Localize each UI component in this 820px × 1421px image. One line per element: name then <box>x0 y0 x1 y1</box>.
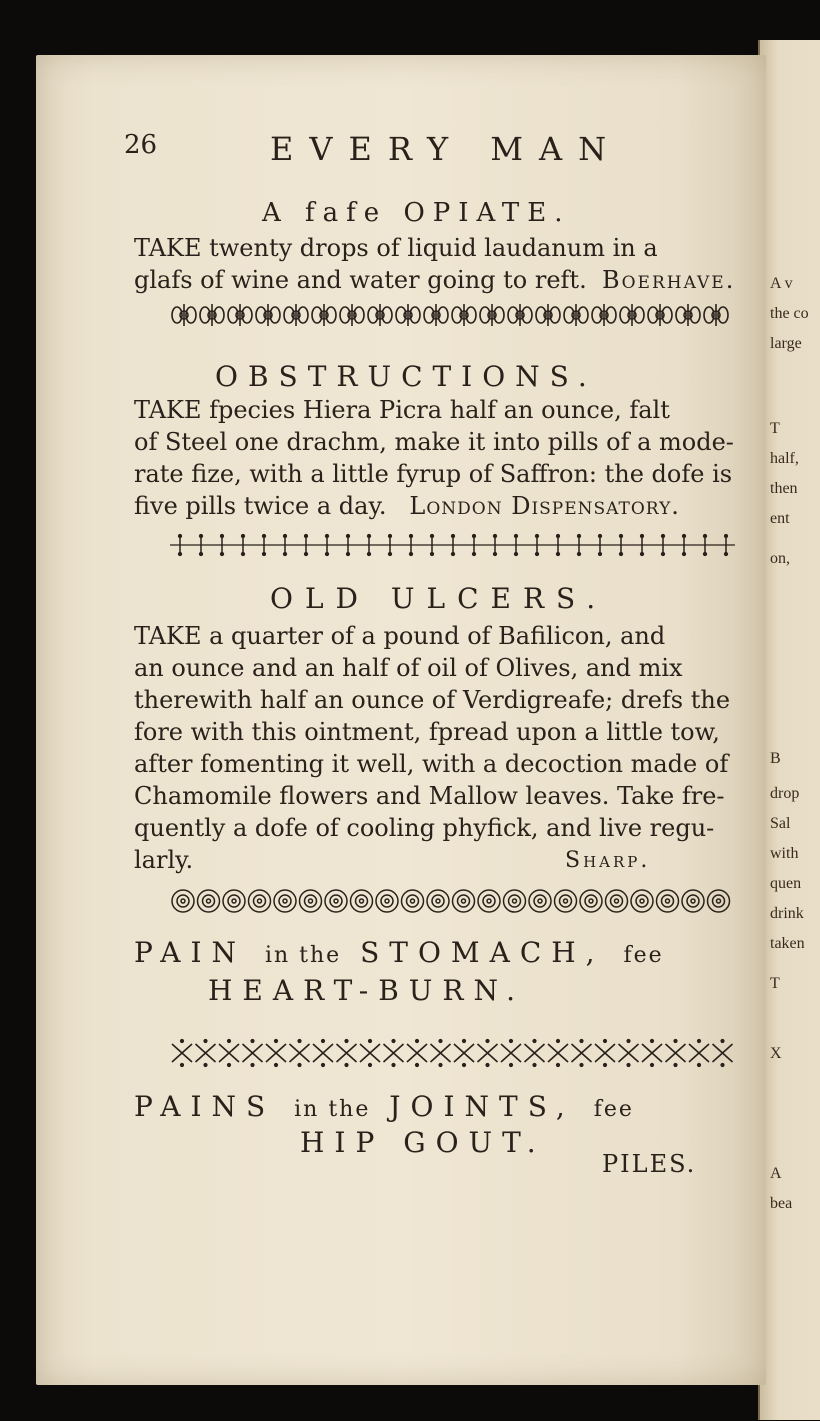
ring-ornament <box>453 890 475 912</box>
text-line: an ounce and an half of oil of Olives, and mix <box>134 654 683 682</box>
page-number: 26 <box>124 130 158 160</box>
flower-ornament <box>424 304 448 326</box>
flower-ornament <box>592 304 616 326</box>
x-ornament <box>548 1040 568 1067</box>
x-ornament <box>454 1040 474 1067</box>
x-ornament <box>572 1040 592 1067</box>
facing-fragment: X <box>770 1045 782 1062</box>
ring-ornament <box>555 890 577 912</box>
facing-fragment: on, <box>770 550 790 567</box>
facing-fragment: with <box>770 845 799 862</box>
x-ornament <box>313 1040 333 1067</box>
facing-fragment: drink <box>770 905 804 922</box>
facing-fragment: T <box>770 420 780 437</box>
xref-see: fee <box>593 1097 634 1122</box>
old-ulcers-heading: OLD ULCERS. <box>270 582 608 615</box>
flower-ornament <box>284 304 308 326</box>
joints-cross-reference <box>134 1090 634 1123</box>
obstructions-recipe <box>134 394 734 522</box>
ring-ornament-band <box>170 884 735 918</box>
x-ornament <box>478 1040 498 1067</box>
text-line: therewith half an ounce of Verdigreafe; drefs the <box>134 686 731 714</box>
flower-ornament <box>340 304 364 326</box>
stomach-cross-reference <box>134 936 664 969</box>
ring-ornament <box>427 890 449 912</box>
ring-ornament <box>351 890 373 912</box>
flower-ornament <box>452 304 476 326</box>
xref-connector: in the <box>264 943 342 968</box>
ring-ornament <box>682 890 704 912</box>
facing-fragment: taken <box>770 935 805 952</box>
ring-ornament <box>504 890 526 912</box>
x-ornament <box>407 1040 427 1067</box>
text-line: of Steel one drachm, make it into pills of a mode- <box>134 428 734 456</box>
facing-fragment: quen <box>770 875 802 892</box>
ring-ornament <box>631 890 653 912</box>
text-line: after fomenting it well, with a decoction made of <box>134 750 729 778</box>
facing-fragment: large <box>770 335 802 352</box>
running-head: EVERY MAN <box>270 130 623 168</box>
ring-ornament <box>325 890 347 912</box>
text-line: rate fize, with a little fyrup of Saffron: the dofe is <box>134 460 733 488</box>
xref-term: STOMACH, <box>360 936 605 969</box>
flower-ornament <box>256 304 280 326</box>
cross-hatch-ornament-band <box>170 1036 735 1070</box>
text-line: quently a dofe of cooling phyfick, and live regu- <box>134 814 715 842</box>
flower-ornament-band <box>170 300 735 330</box>
page-header <box>0 130 800 170</box>
x-ornament <box>525 1040 545 1067</box>
ring-ornament <box>657 890 679 912</box>
x-ornament <box>713 1040 733 1067</box>
x-ornament <box>219 1040 239 1067</box>
text-line <box>134 264 736 296</box>
ring-ornament <box>478 890 500 912</box>
text-line: Chamomile flowers and Mallow leaves. Take fre- <box>134 782 725 810</box>
source-attribution: Sharp. <box>565 848 651 873</box>
ring-ornament <box>708 890 730 912</box>
opiate-recipe <box>134 232 736 296</box>
facing-fragment: ent <box>770 510 790 527</box>
flower-ornament <box>312 304 336 326</box>
x-ornament <box>501 1040 521 1067</box>
facing-fragment: drop <box>770 785 800 802</box>
x-ornament <box>266 1040 286 1067</box>
x-ornament <box>243 1040 263 1067</box>
source-attribution: Boerhave. <box>601 266 736 294</box>
x-ornament <box>431 1040 451 1067</box>
xref-term: PAIN <box>134 936 247 969</box>
facing-fragment: A <box>770 1165 782 1182</box>
opiate-heading: A fafe OPIATE. <box>262 198 571 228</box>
flower-ornament <box>648 304 672 326</box>
ring-ornament <box>198 890 220 912</box>
flower-ornament <box>368 304 392 326</box>
xref-connector: in the <box>294 1097 371 1122</box>
x-ornament <box>689 1040 709 1067</box>
x-ornament <box>290 1040 310 1067</box>
ring-ornament <box>223 890 245 912</box>
ring-ornament <box>606 890 628 912</box>
text-line: five pills twice a day. <box>134 492 387 520</box>
facing-page-edge <box>758 40 820 1420</box>
ring-ornament <box>580 890 602 912</box>
text-line: TAKE a quarter of a pound of Bafilicon, and <box>134 622 666 650</box>
facing-fragment: half, <box>770 450 799 467</box>
x-ornament <box>172 1040 192 1067</box>
x-ornament <box>360 1040 380 1067</box>
source-attribution: London Dispensatory. <box>409 492 680 520</box>
catchword: PILES. <box>602 1150 697 1178</box>
flower-ornament <box>200 304 224 326</box>
ring-ornament <box>402 890 424 912</box>
ring-ornament <box>300 890 322 912</box>
facing-fragment: A v <box>770 275 793 292</box>
facing-fragment: then <box>770 480 798 497</box>
ring-ornament <box>274 890 296 912</box>
hip-gout-reference: HIP GOUT. <box>300 1126 546 1159</box>
flower-ornament <box>396 304 420 326</box>
flower-ornament <box>676 304 700 326</box>
heartburn-reference: HEART-BURN. <box>208 974 526 1007</box>
text-line: glafs of wine and water going to reft. <box>134 266 587 294</box>
xref-term: JOINTS, <box>389 1090 575 1123</box>
facing-fragment: bea <box>770 1195 793 1212</box>
x-ornament <box>666 1040 686 1067</box>
flower-ornament <box>704 304 728 326</box>
flower-ornament <box>480 304 504 326</box>
old-ulcers-recipe <box>134 620 731 876</box>
facing-fragment: T <box>770 975 780 992</box>
ring-ornament <box>249 890 271 912</box>
flower-ornament <box>536 304 560 326</box>
text-line <box>134 490 724 522</box>
facing-fragment: B <box>770 750 781 767</box>
text-line: TAKE fpecies Hiera Picra half an ounce, falt <box>134 396 670 424</box>
x-ornament <box>642 1040 662 1067</box>
ring-ornament <box>172 890 194 912</box>
ring-ornament <box>529 890 551 912</box>
flower-ornament <box>172 304 196 326</box>
xref-term: PAINS <box>134 1090 276 1123</box>
x-ornament <box>384 1040 404 1067</box>
facing-fragment: Sal <box>770 815 791 832</box>
cross-ornament-band <box>170 528 735 562</box>
text-line: larly. <box>134 846 194 874</box>
obstructions-heading: OBSTRUCTIONS. <box>215 360 597 393</box>
flower-ornament <box>564 304 588 326</box>
x-ornament <box>595 1040 615 1067</box>
xref-see: fee <box>623 943 664 968</box>
flower-ornament <box>228 304 252 326</box>
text-line: fore with this ointment, fpread upon a little tow, <box>134 718 720 746</box>
facing-fragment: the co <box>770 305 809 322</box>
x-ornament <box>619 1040 639 1067</box>
ring-ornament <box>376 890 398 912</box>
x-ornament <box>337 1040 357 1067</box>
x-ornament <box>196 1040 216 1067</box>
flower-ornament <box>620 304 644 326</box>
flower-ornament <box>508 304 532 326</box>
text-line: TAKE twenty drops of liquid laudanum in a <box>134 234 658 262</box>
